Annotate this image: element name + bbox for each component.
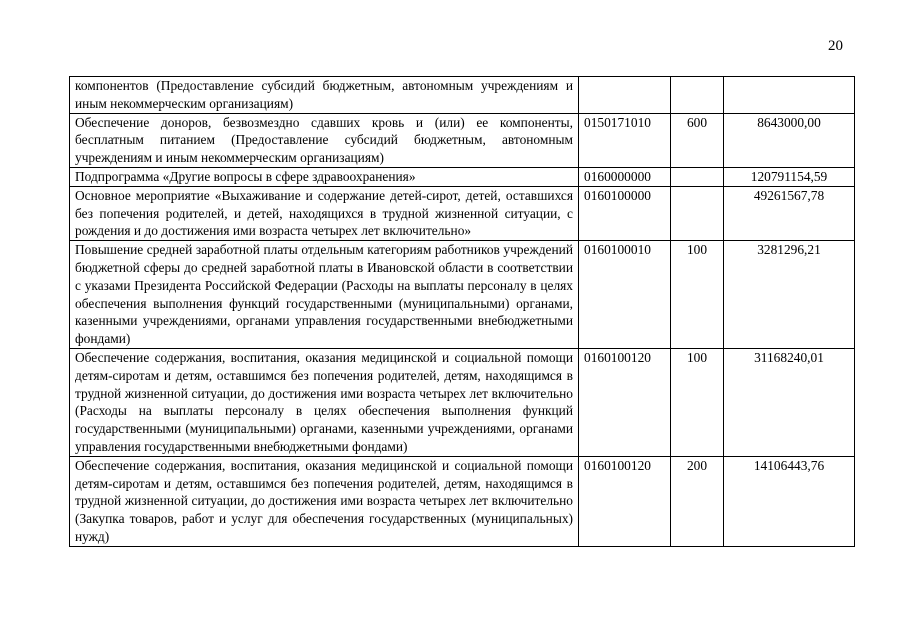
row-expense-type (671, 167, 724, 186)
row-description: Обеспечение содержания, воспитания, оказания медицинской и социальной помощи детям-сиротам и детям, оставшимся без попечения родителей, детям, находящимся в трудной жизненной ситуации, до достижения ими возраста четырех лет включительно (Закупка товаров, работ и услуг для обеспечения государственных (муниципальных) нужд) (70, 456, 579, 546)
row-code: 0160100010 (579, 241, 671, 349)
row-expense-type: 600 (671, 113, 724, 167)
row-amount: 3281296,21 (724, 241, 855, 349)
row-amount (724, 77, 855, 114)
row-description: Повышение средней заработной платы отдельным категориям работников учреждений бюджетной сферы до средней заработной платы в Ивановской области в соответствии с указами Президента Российской Федерации (Расходы на выплаты персоналу в целях обеспечения выполнения функций государственными (муниципальными) органами, казенными учреждениями, органами управления государственными внебюджетными фондами) (70, 241, 579, 349)
row-expense-type: 100 (671, 241, 724, 349)
row-description: Обеспечение доноров, безвозмездно сдавших кровь и (или) ее компоненты, бесплатным питанием (Предоставление субсидий бюджетным, автономным учреждениям и иным некоммерческим организациям) (70, 113, 579, 167)
row-expense-type (671, 77, 724, 114)
row-amount: 49261567,78 (724, 186, 855, 240)
row-code: 0160100120 (579, 348, 671, 456)
table-row (70, 348, 855, 456)
row-description: Основное мероприятие «Выхаживание и содержание детей-сирот, детей, оставшихся без попечения родителей, и детей, находящихся в трудной жизненной ситуации, с рождения и до достижения ими возраста четырех лет включительно» (70, 186, 579, 240)
table-row (70, 186, 855, 240)
page-number: 20 (828, 38, 843, 54)
table-row (70, 77, 855, 114)
row-code: 0160100120 (579, 456, 671, 546)
table-row (70, 456, 855, 546)
row-amount: 31168240,01 (724, 348, 855, 456)
budget-table (69, 76, 855, 547)
row-code: 0150171010 (579, 113, 671, 167)
row-description: Обеспечение содержания, воспитания, оказания медицинской и социальной помощи детям-сиротам и детям, оставшимся без попечения родителей, детям, находящимся в трудной жизненной ситуации, до достижения ими возраста четырех лет включительно (Расходы на выплаты персоналу в целях обеспечения выполнения функций государственными (муниципальными) органами, казенными учреждениями, органами управления государственными внебюджетными фондами) (70, 348, 579, 456)
row-code: 0160100000 (579, 186, 671, 240)
row-amount: 8643000,00 (724, 113, 855, 167)
row-amount: 120791154,59 (724, 167, 855, 186)
row-amount: 14106443,76 (724, 456, 855, 546)
row-code (579, 77, 671, 114)
table-row (70, 241, 855, 349)
row-description: Подпрограмма «Другие вопросы в сфере здравоохранения» (70, 167, 579, 186)
row-description: компонентов (Предоставление субсидий бюджетным, автономным учреждениям и иным некоммерческим организациям) (70, 77, 579, 114)
table-row (70, 113, 855, 167)
row-code: 0160000000 (579, 167, 671, 186)
row-expense-type (671, 186, 724, 240)
table-row (70, 167, 855, 186)
row-expense-type: 200 (671, 456, 724, 546)
row-expense-type: 100 (671, 348, 724, 456)
